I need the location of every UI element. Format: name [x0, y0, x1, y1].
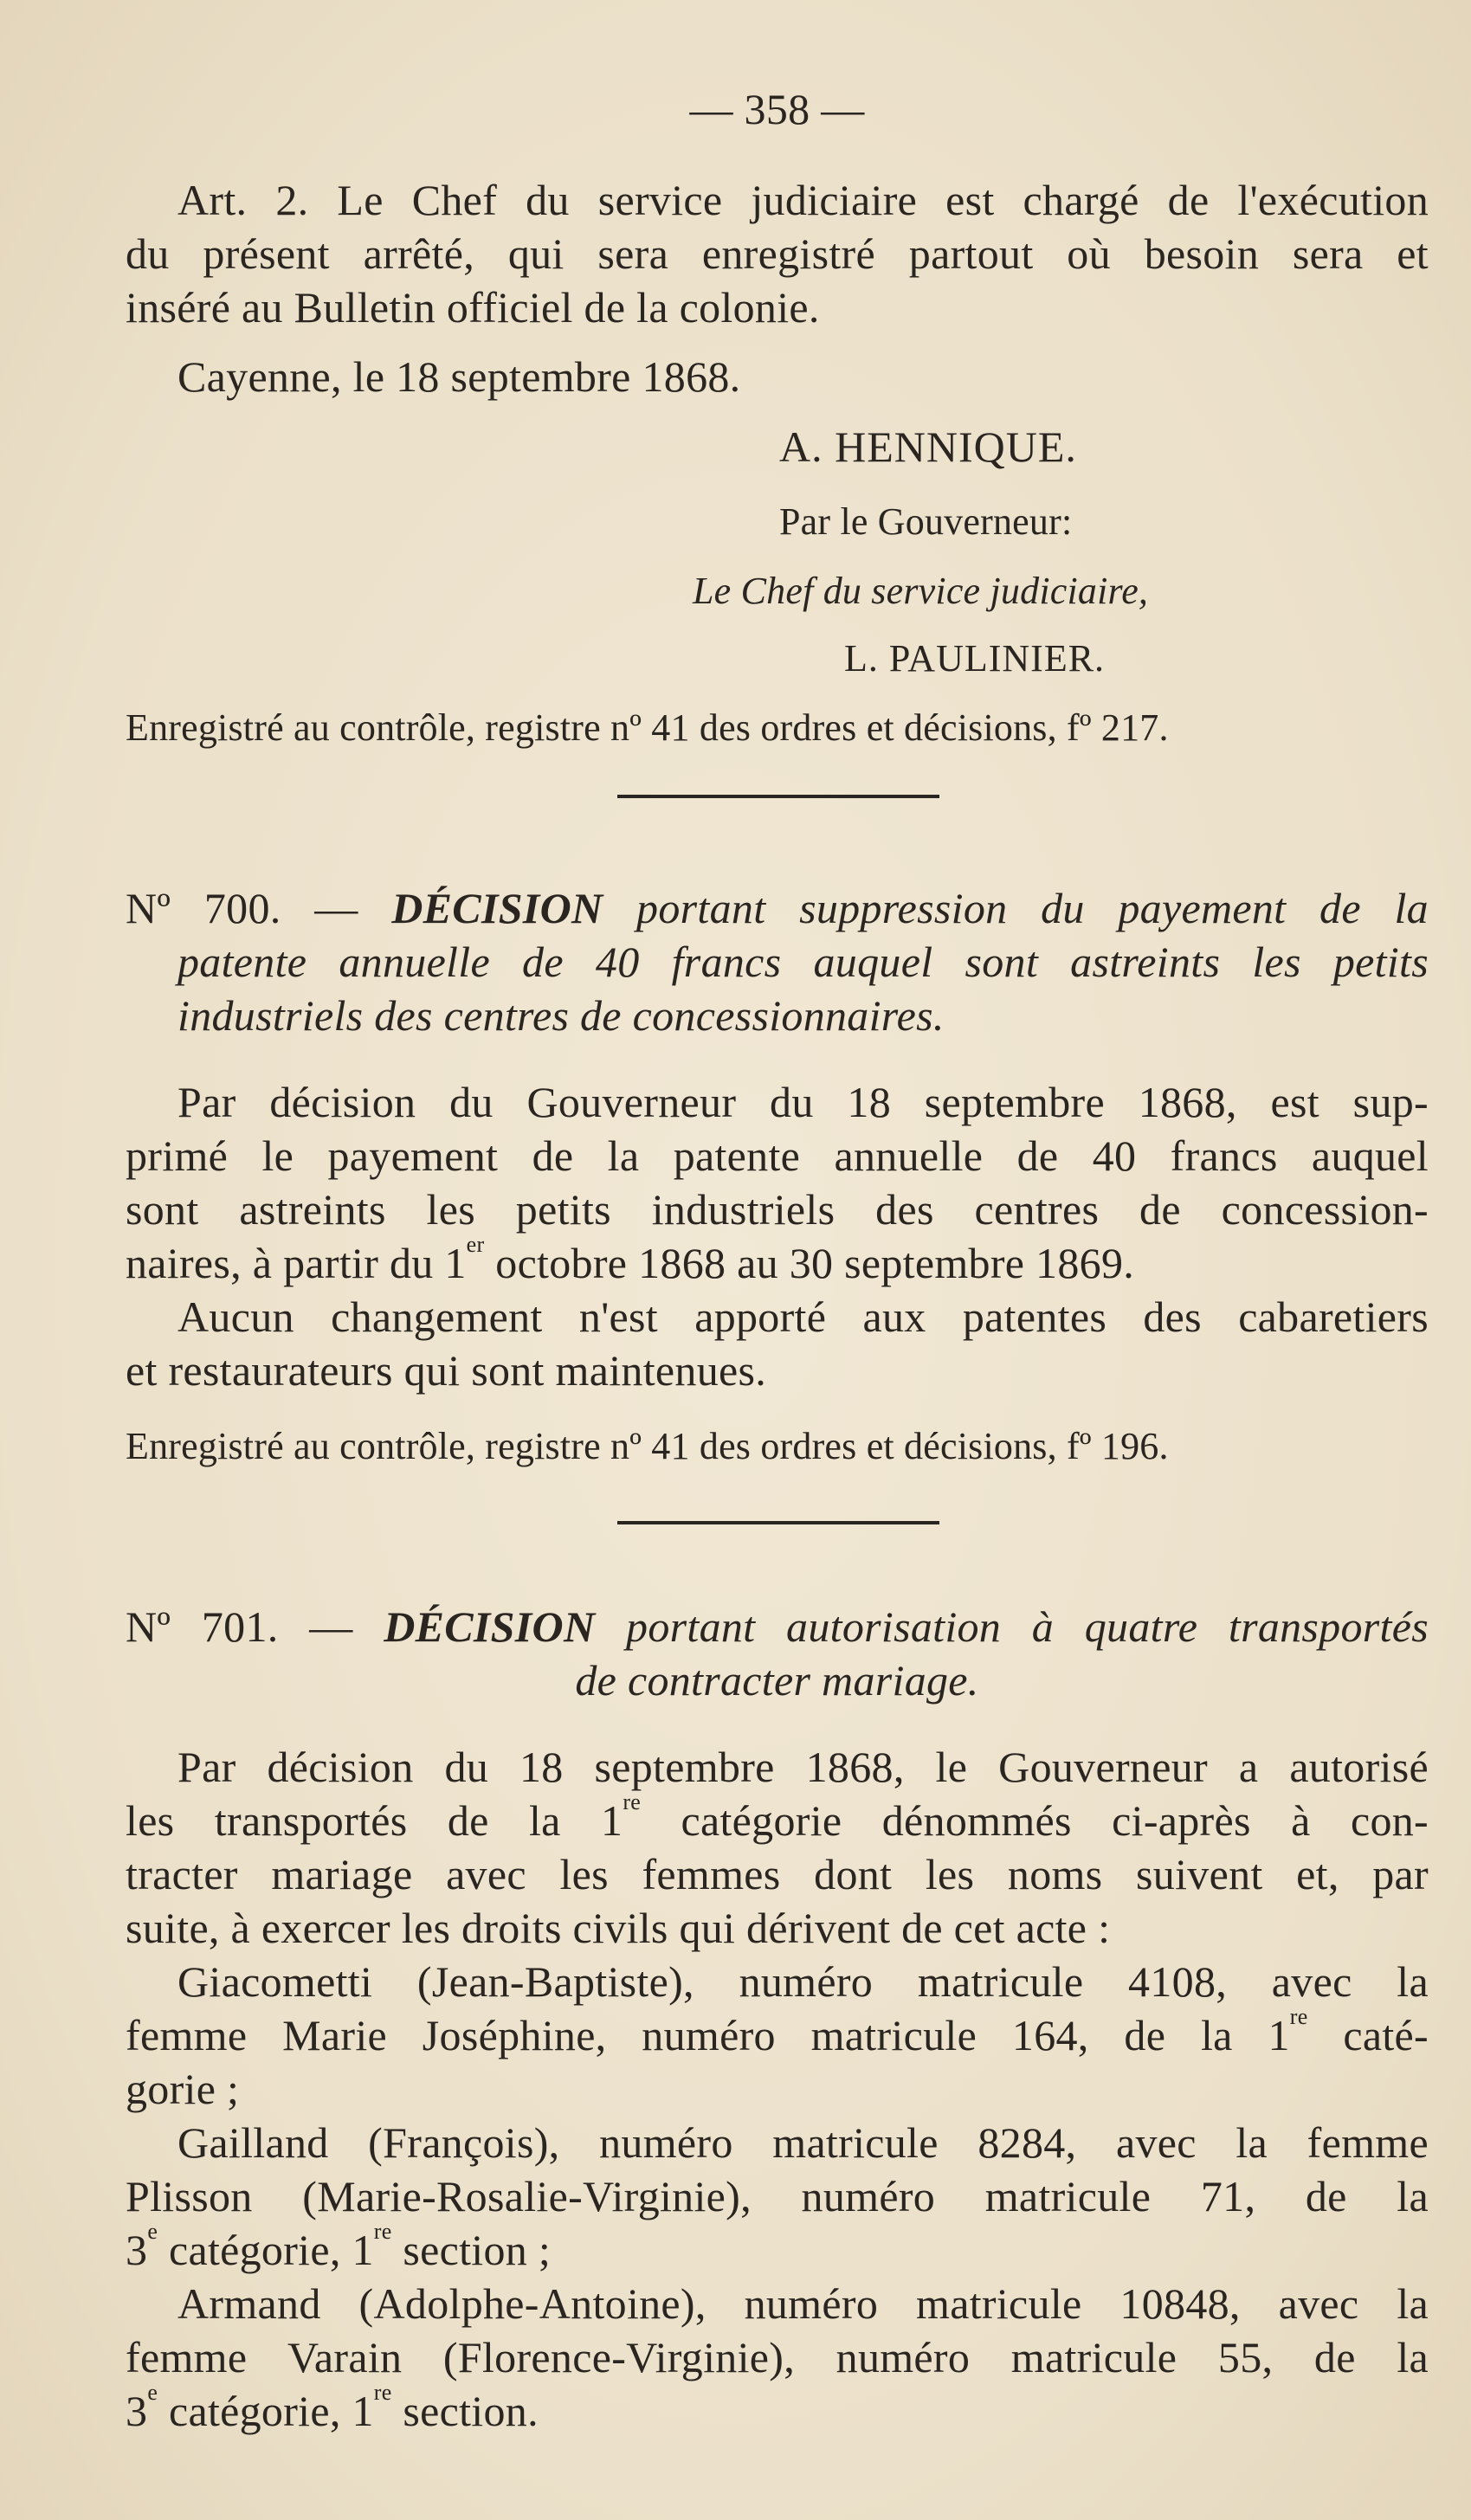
signature-governor — [779, 420, 1385, 474]
decision-700-para1-line-2: primé le payement de la patente annuelle de 40 francs auquel — [126, 1131, 1429, 1180]
decision-700-title — [126, 881, 1429, 1042]
chef-service-judiciaire — [693, 564, 1385, 618]
decision-701-title-line-2: de contracter mariage. — [575, 1656, 979, 1705]
item-3-line-2: femme Varain (Florence-Virginie), numéro matricule 55, de la — [126, 2333, 1429, 2381]
decision-700-para2-line-2: et restaurateurs qui sont maintenues. — [126, 1346, 767, 1395]
signer-name: L. PAULINIER. — [844, 637, 1106, 680]
item-2-line-3 — [126, 2219, 1429, 2277]
item-3-line-3-a: 3 — [126, 2387, 148, 2435]
item-1-line-2-a: femme Marie Joséphine, numéro matricule 164, de la 1 — [126, 2011, 1290, 2059]
item-2-line-3-b: catégorie, 1 — [158, 2226, 374, 2274]
item-1-line-1: Giacometti (Jean-Baptiste), numéro matricule 4108, avec la — [177, 1957, 1429, 2006]
item-1-line-3: gorie ; — [126, 2065, 240, 2113]
superscript: re — [1289, 2004, 1308, 2029]
enregistre-text-1: Enregistré au contrôle, registre nº 41 des ordres et décisions, fº 217. — [126, 706, 1169, 749]
enregistre-note-2 — [126, 1420, 1429, 1473]
item-2-line-3-c: section ; — [391, 2226, 552, 2274]
decision-701-heading: DÉCISION — [384, 1602, 596, 1651]
item-2-line-2: Plisson (Marie-Rosalie-Virginie), numéro matricule 71, de la — [126, 2172, 1429, 2220]
decision-700-title-line-2: patente annuelle de 40 francs auquel sont astreints les petits — [177, 938, 1429, 986]
section-divider-2 — [617, 1521, 939, 1524]
superscript: re — [623, 1789, 642, 1814]
decision-701-para1-line-2 — [126, 1789, 1429, 1847]
item-3-line-3 — [126, 2380, 1429, 2438]
enregistre-text-2: Enregistré au contrôle, registre nº 41 des ordres et décisions, fº 196. — [126, 1425, 1169, 1467]
decision-701-number: Nº 701. — — [126, 1602, 384, 1651]
decision-701-para1-line-3: tracter mariage avec les femmes dont les noms suivent et, par — [126, 1850, 1429, 1898]
superscript: er — [466, 1232, 485, 1257]
decision-700-para2-line-1: Aucun changement n'est apporté aux patentes des cabaretiers — [177, 1292, 1429, 1341]
decision-700-title-line-3: industriels des centres de concessionnaires. — [177, 991, 945, 1040]
enregistre-note-1 — [126, 701, 1429, 755]
page-number — [126, 82, 1429, 136]
item-2-line-3-a: 3 — [126, 2226, 148, 2274]
superscript: re — [373, 2380, 392, 2405]
item-1-line-2-b: caté- — [1307, 2011, 1429, 2059]
decision-700-title-line-1 — [126, 881, 1429, 935]
decision-700-heading: DÉCISION — [391, 884, 603, 932]
par-le-gouverneur — [779, 495, 1385, 549]
decision-700-title-rest: portant suppression du payement de la — [603, 884, 1429, 932]
chef-service-text: Le Chef du service judiciaire, — [693, 570, 1149, 612]
section-divider-1 — [617, 795, 939, 798]
item-2-line-1: Gailland (François), numéro matricule 8284, avec la femme — [177, 2118, 1429, 2167]
decision-700-para1-line-3: sont astreints les petits industriels des centres de concession- — [126, 1185, 1429, 1234]
decision-700-line4-b: octobre 1868 au 30 septembre 1869. — [484, 1239, 1135, 1287]
signature-paulinier — [844, 632, 1364, 686]
decision-700-line4-a: naires, à partir du 1 — [126, 1239, 467, 1287]
decision-700-number: Nº 700. — — [126, 884, 392, 932]
signature-name: A. HENNIQUE. — [779, 422, 1077, 471]
decision-701-title-line-1 — [126, 1600, 1429, 1653]
superscript: e — [147, 2380, 158, 2405]
page-number-text: — 358 — — [689, 85, 865, 133]
decision-700-body — [126, 1075, 1429, 1397]
article-2 — [126, 173, 1429, 403]
decision-701-title — [126, 1600, 1429, 1707]
article-2-line-3: inséré au Bulletin officiel de la colonie. — [126, 283, 820, 332]
decision-700-para1-line-1: Par décision du Gouverneur du 18 septembre 1868, est sup- — [177, 1078, 1429, 1126]
item-3-line-3-c: section. — [391, 2387, 539, 2435]
decision-701-para1-line-1: Par décision du 18 septembre 1868, le Gouverneur a autorisé — [177, 1743, 1429, 1791]
decision-701-body — [126, 1740, 1429, 2438]
decision-701-para1-line-4: suite, à exercer les droits civils qui dérivent de cet acte : — [126, 1904, 1111, 1952]
item-3-line-1: Armand (Adolphe-Antoine), numéro matricule 10848, avec la — [177, 2279, 1429, 2328]
article-2-line-2: du présent arrêté, qui sera enregistré partout où besoin sera et — [126, 229, 1429, 278]
par-le-gouverneur-text: Par le Gouverneur: — [779, 500, 1073, 543]
decision-701-p1l2-a: les transportés de la 1 — [126, 1796, 623, 1845]
decision-701-p1l2-b: catégorie dénommés ci-après à con- — [641, 1796, 1429, 1845]
decision-700-para1-line-4 — [126, 1232, 1429, 1290]
item-1-line-2 — [126, 2004, 1429, 2062]
decision-701-title-rest: portant autorisation à quatre transportés — [595, 1602, 1429, 1651]
item-3-line-3-b: catégorie, 1 — [158, 2387, 374, 2435]
superscript: re — [373, 2219, 392, 2244]
superscript: e — [147, 2219, 158, 2244]
article-2-line-1: Art. 2. Le Chef du service judiciaire est chargé de l'exécution — [177, 176, 1429, 224]
article-2-date: Cayenne, le 18 septembre 1868. — [177, 352, 741, 401]
